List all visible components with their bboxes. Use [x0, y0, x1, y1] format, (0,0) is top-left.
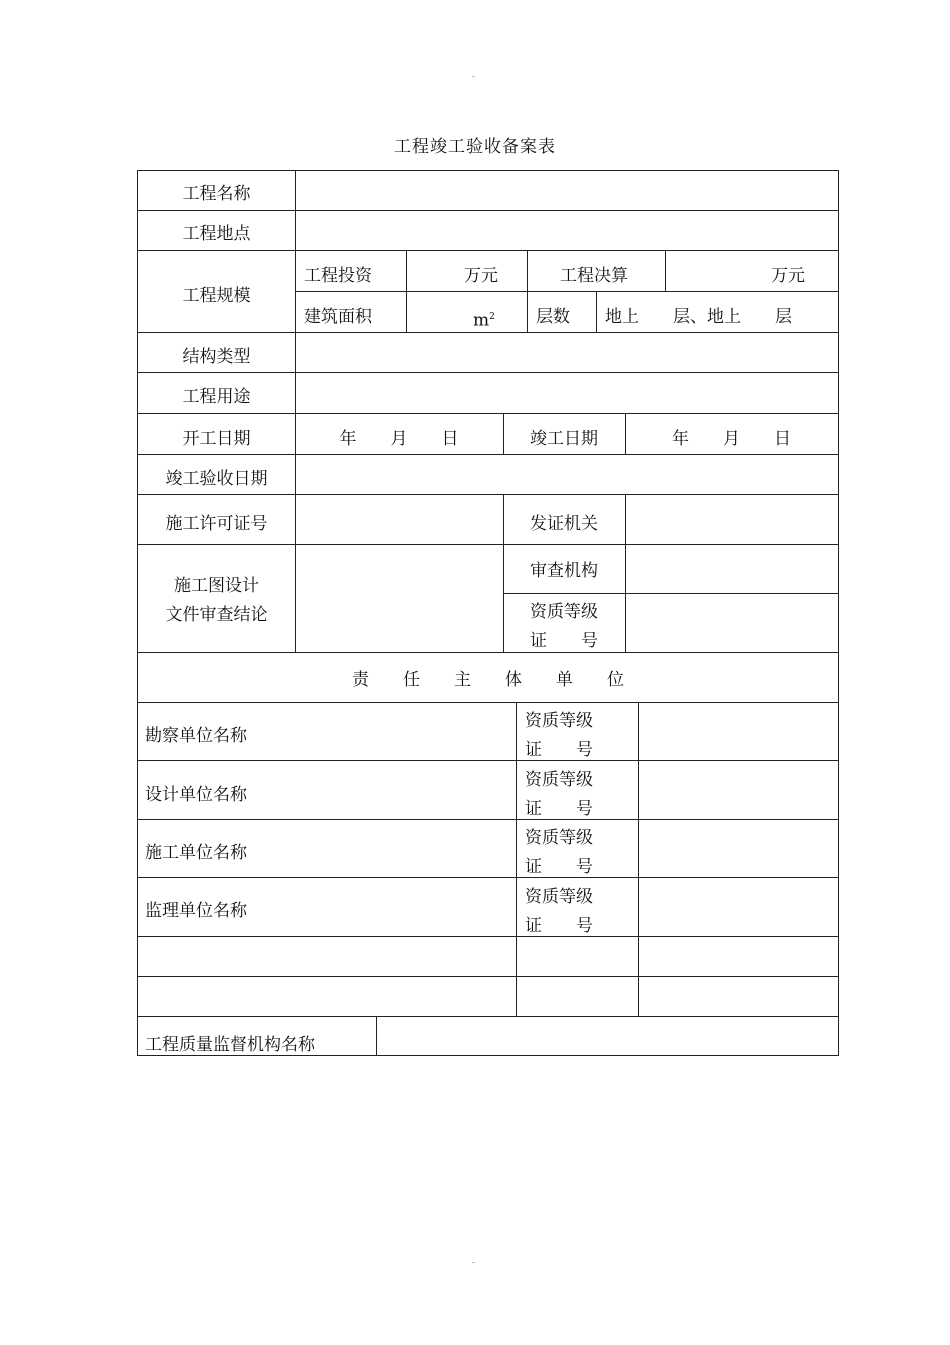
row-line — [138, 210, 838, 211]
page-dot-top — [472, 76, 475, 77]
column-line — [527, 250, 528, 332]
floors-label: 层数 — [536, 307, 570, 327]
floor-area-unit: $m^2$ — [473, 310, 495, 331]
project-use-input-cell[interactable] — [296, 374, 837, 411]
construction-qualification-line2: 证 号 — [525, 857, 593, 877]
structure-type-label: 结构类型 — [182, 347, 251, 367]
floor-area-label: 建筑面积 — [304, 307, 372, 327]
column-line — [516, 702, 517, 1016]
project-use-label: 工程用途 — [182, 387, 251, 407]
quality-supervision-input-cell[interactable] — [377, 1018, 837, 1055]
drawing-review-label-line1: 施工图设计 — [174, 576, 259, 596]
design-unit-label: 设计单位名称 — [145, 785, 247, 805]
project-name-label: 工程名称 — [182, 184, 251, 204]
project-location-label: 工程地点 — [182, 224, 251, 244]
row-line — [138, 819, 838, 820]
design-qualification-line2: 证 号 — [525, 799, 593, 819]
row-line — [138, 413, 838, 414]
row-line — [138, 1016, 838, 1017]
construction-qualification-line1: 资质等级 — [525, 828, 593, 848]
row-line — [138, 702, 838, 703]
drawing-review-input-cell[interactable] — [296, 546, 502, 651]
design-qualification-line1: 资质等级 — [525, 770, 593, 790]
survey-qualification-line1: 资质等级 — [525, 711, 593, 731]
issuing-authority-label: 发证机关 — [530, 514, 598, 534]
project-name-input-cell[interactable] — [296, 172, 837, 209]
review-qualification-line1: 资质等级 — [530, 602, 598, 622]
completion-date-label: 竣工日期 — [530, 429, 598, 449]
structure-type-input-cell[interactable] — [296, 334, 837, 371]
filing-form-table — [137, 170, 839, 1056]
page-dot-bottom — [472, 1262, 475, 1263]
review-org-label: 审查机构 — [530, 561, 598, 581]
final-account-unit: 万元 — [771, 266, 805, 286]
row-line — [138, 250, 838, 251]
row-line — [138, 454, 838, 455]
project-scale-label: 工程规模 — [182, 286, 251, 306]
construction-unit-label: 施工单位名称 — [145, 843, 247, 863]
start-date-value: 年 月 日 — [339, 429, 459, 449]
row-line — [138, 494, 838, 495]
acceptance-date-label: 竣工验收日期 — [165, 469, 268, 489]
row-line — [138, 372, 838, 373]
column-line — [596, 291, 597, 332]
survey-unit-label: 勘察单位名称 — [145, 726, 247, 746]
row-line — [138, 877, 838, 878]
investment-label: 工程投资 — [304, 266, 372, 286]
floors-value: 地上 层、地上 层 — [605, 307, 792, 327]
row-line — [138, 332, 838, 333]
row-line — [138, 652, 838, 653]
review-qualification-line2: 证 号 — [530, 631, 598, 651]
permit-no-input-cell[interactable] — [296, 496, 502, 543]
quality-supervision-label: 工程质量监督机构名称 — [145, 1035, 315, 1055]
column-line — [638, 702, 639, 1016]
row-line — [295, 291, 838, 292]
permit-no-label: 施工许可证号 — [165, 514, 268, 534]
completion-date-value: 年 月 日 — [672, 429, 791, 449]
project-location-input-cell[interactable] — [296, 212, 837, 249]
acceptance-date-input-cell[interactable] — [296, 456, 837, 493]
row-line — [138, 544, 838, 545]
supervision-unit-label: 监理单位名称 — [145, 901, 247, 921]
issuing-authority-input-cell[interactable] — [626, 496, 837, 543]
row-line — [503, 593, 838, 594]
start-date-label: 开工日期 — [182, 429, 251, 449]
row-line — [138, 760, 838, 761]
drawing-review-label-line2: 文件审查结论 — [165, 605, 268, 625]
supervision-qualification-line2: 证 号 — [525, 916, 593, 936]
row-line — [138, 976, 838, 977]
responsible-units-header: 责 任 主 体 单 位 — [352, 670, 624, 690]
final-account-label: 工程决算 — [560, 266, 628, 286]
form-title: 工程竣工验收备案表 — [394, 137, 556, 157]
survey-qualification-line2: 证 号 — [525, 740, 593, 760]
supervision-qualification-line1: 资质等级 — [525, 887, 593, 907]
column-line — [406, 250, 407, 332]
investment-unit: 万元 — [464, 266, 498, 286]
column-line — [665, 250, 666, 291]
row-line — [138, 936, 838, 937]
